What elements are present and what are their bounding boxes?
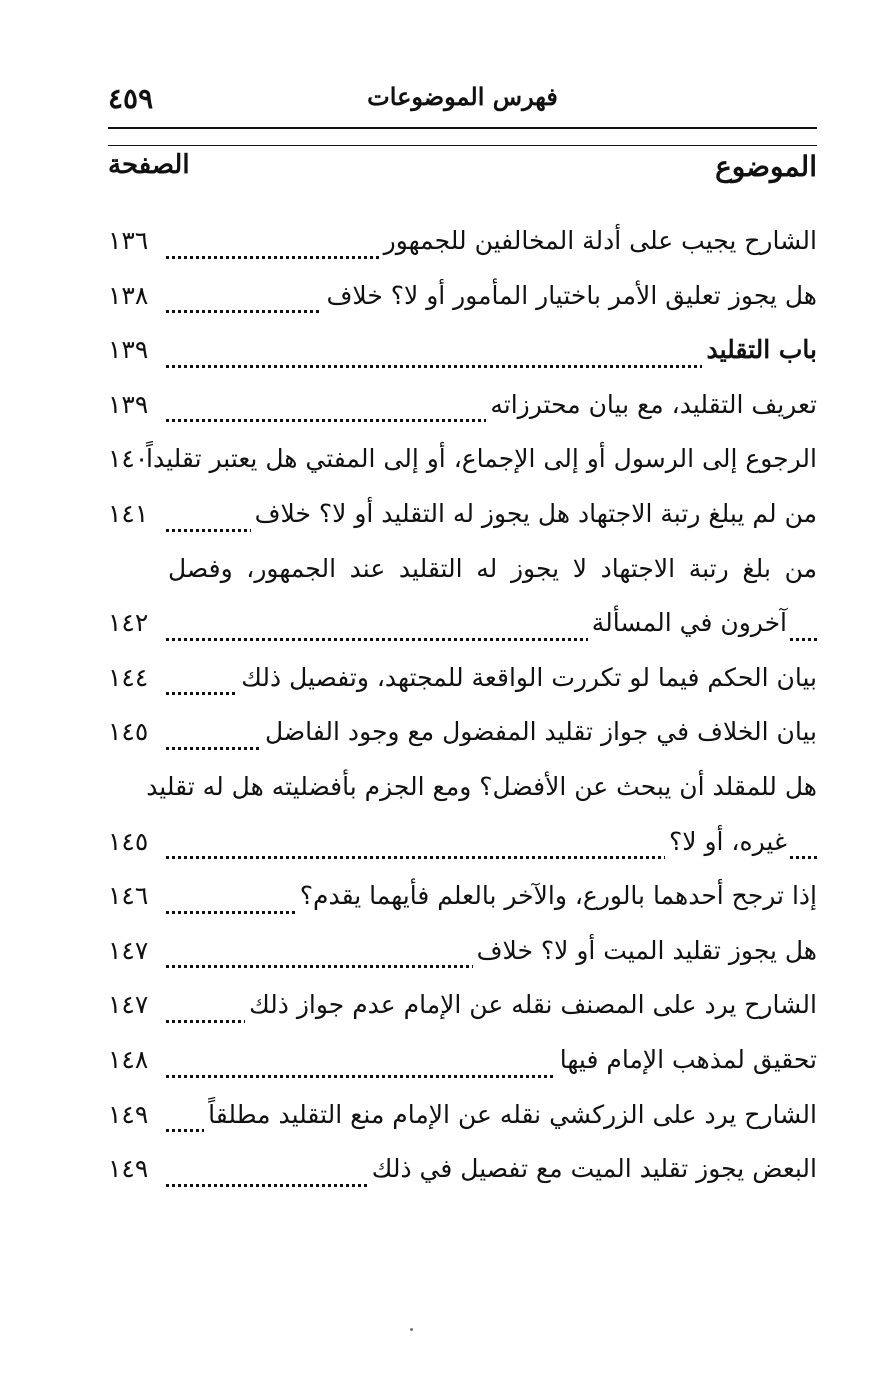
entry-page: ١٤٢ — [108, 608, 149, 638]
entry-topic: غيره، أو لا؟ — [665, 819, 787, 865]
entry-page: ١٤٠ — [108, 444, 149, 474]
index-entry — [108, 491, 817, 546]
entry-page: ١٣٩ — [108, 389, 149, 419]
entry-topic: الشارح يرد على المصنف نقله عن الإمام عدم جواز ذلك — [245, 982, 817, 1028]
header-rule-thick — [108, 127, 817, 129]
entry-topic: هل يجوز تقليد الميت أو لا؟ خلاف — [473, 928, 817, 974]
entry-page: ١٤٩ — [108, 1099, 149, 1129]
index-entry — [108, 1092, 817, 1147]
entry-topic: بيان الخلاف في جواز تقليد المفضول مع وجود الفاضل — [261, 709, 817, 755]
entry-page: ١٤١ — [108, 498, 149, 528]
entry-topic: بيان الحكم فيما لو تكررت الواقعة للمجتهد، وتفصيل ذلك — [237, 655, 817, 701]
entry-page: ١٤٥ — [108, 717, 149, 747]
running-title: فهرس الموضوعات — [367, 82, 558, 111]
index-entry — [108, 218, 817, 273]
entry-page: ١٤٧ — [108, 935, 149, 965]
index-entry — [108, 928, 817, 983]
index-entry — [108, 273, 817, 328]
entry-page: ١٤٦ — [108, 881, 149, 911]
entry-page: ١٤٤ — [108, 662, 149, 692]
entry-page: ١٣٦ — [108, 226, 149, 255]
index-entry-continuation — [108, 600, 817, 655]
entry-topic: تعريف التقليد، مع بيان محترزاته — [486, 382, 817, 428]
index-entry — [108, 655, 817, 710]
index-entry — [108, 382, 817, 437]
index-entry — [108, 1037, 817, 1092]
running-header — [108, 82, 817, 122]
header-rule-thin — [108, 145, 817, 146]
entry-topic: تحقيق لمذهب الإمام فيها — [556, 1037, 817, 1083]
index-entry-first-line — [108, 764, 817, 819]
page-number: ٤٥٩ — [108, 82, 154, 115]
entry-page: ١٤٩ — [108, 1154, 149, 1184]
index-entries — [108, 218, 817, 1201]
entry-topic: إذا ترجح أحدهما بالورع، والآخر بالعلم فأيهما يقدم؟ — [296, 873, 817, 919]
page-column-header: الصفحة — [108, 150, 190, 180]
index-entry-first-line — [108, 546, 817, 601]
index-entry-chapter — [108, 327, 817, 382]
entry-page: ١٣٩ — [108, 335, 149, 365]
print-speck — [410, 1328, 413, 1331]
index-entry — [108, 873, 817, 928]
entry-topic: الشارح يجيب على أدلة المخالفين للجمهور — [380, 218, 817, 264]
topic-column-header: الموضوع — [715, 150, 817, 183]
entry-topic: هل للمقلد أن يبحث عن الأفضل؟ ومع الجزم بأفضليته هل له تقليد — [164, 764, 817, 810]
entry-page: ١٤٨ — [108, 1044, 149, 1074]
entry-page: ١٤٥ — [108, 826, 149, 856]
entry-topic: هل يجوز تعليق الأمر باختيار المأمور أو لا؟ خلاف — [322, 273, 817, 319]
entry-topic: البعض يجوز تقليد الميت مع تفصيل في ذلك — [368, 1146, 817, 1192]
index-entry — [108, 982, 817, 1037]
entry-topic: آخرون في المسألة — [588, 600, 787, 646]
index-entry-continuation — [108, 819, 817, 874]
entry-topic: من بلغ رتبة الاجتهاد لا يجوز له التقليد عند الجمهور، وفصل — [164, 546, 817, 592]
entry-topic: من لم يبلغ رتبة الاجتهاد هل يجوز له التقليد أو لا؟ خلاف — [251, 491, 817, 537]
entry-page: ١٣٨ — [108, 280, 149, 310]
entry-page: ١٤٧ — [108, 990, 149, 1020]
index-entry — [108, 709, 817, 764]
index-entry — [108, 1146, 817, 1201]
entry-topic: باب التقليد — [702, 327, 817, 373]
index-entry — [108, 436, 817, 491]
entry-topic: الشارح يرد على الزركشي نقله عن الإمام منع التقليد مطلقاً — [204, 1092, 817, 1138]
column-headers — [108, 150, 817, 194]
entry-topic: الرجوع إلى الرسول أو إلى الإجماع، أو إلى المفتي هل يعتبر تقليداً — [142, 436, 817, 482]
